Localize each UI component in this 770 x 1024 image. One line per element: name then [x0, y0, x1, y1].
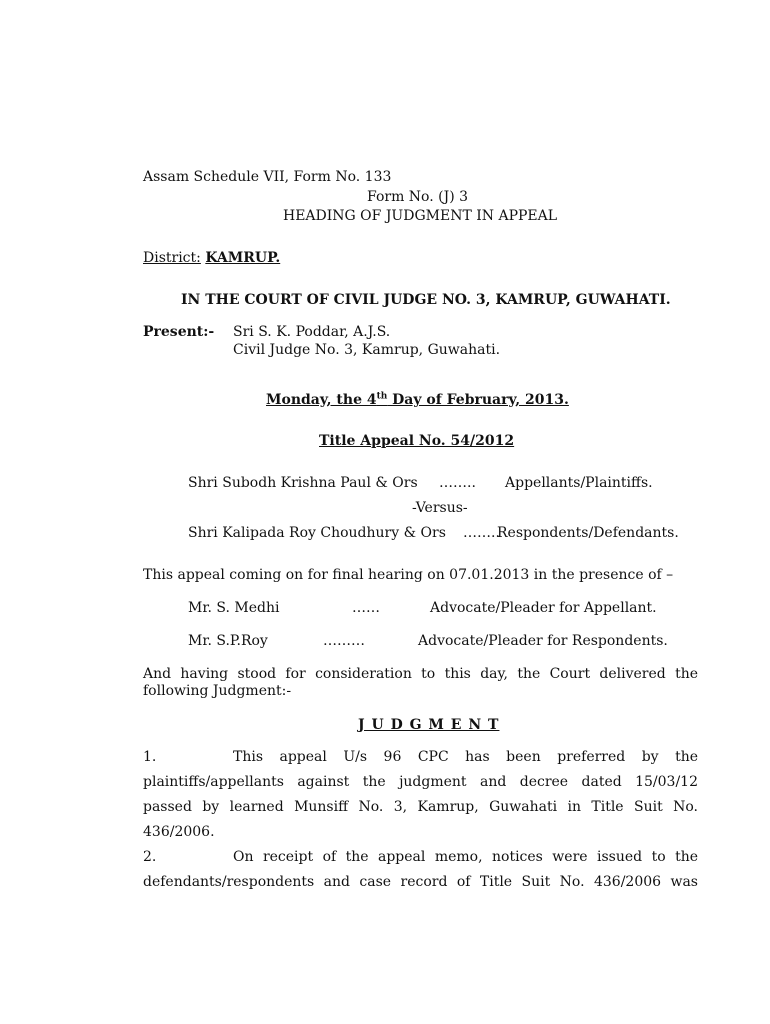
- advocate-respondent-dots: ………: [323, 633, 365, 649]
- appellant-dots: ……..: [439, 475, 476, 491]
- paragraph-1-number: 1.: [143, 749, 157, 765]
- paragraph-1-line-4: 436/2006.: [143, 824, 215, 840]
- court-title: IN THE COURT OF CIVIL JUDGE NO. 3, KAMRUP, GUWAHATI.: [181, 292, 671, 308]
- paragraph-2-number: 2.: [143, 849, 157, 865]
- advocate-appellant-dots: ……: [352, 600, 380, 616]
- advocate-appellant-name: Mr. S. Medhi: [188, 600, 280, 616]
- judgment-date: Monday, the 4th Day of February, 2013.: [266, 391, 569, 408]
- hearing-line: This appeal coming on for final hearing on 07.01.2013 in the presence of –: [143, 567, 674, 583]
- form-number: Form No. (J) 3: [367, 189, 469, 205]
- respondent-dots: ……..: [463, 525, 500, 541]
- judgment-heading: J U D G M E N T: [358, 717, 500, 733]
- advocate-respondent-name: Mr. S.P.Roy: [188, 633, 268, 649]
- consideration-line-1: And having stood for consideration to this day, the Court delivered the: [143, 666, 698, 682]
- paragraph-1-line-1: This appeal U/s 96 CPC has been preferred by the: [233, 749, 698, 765]
- present-label: Present:-: [143, 324, 215, 340]
- consideration-line-2: following Judgment:-: [143, 683, 292, 699]
- form-heading: HEADING OF JUDGMENT IN APPEAL: [283, 208, 558, 224]
- respondent-name: Shri Kalipada Roy Choudhury & Ors: [188, 525, 446, 541]
- versus: -Versus-: [412, 500, 468, 516]
- schedule-line: Assam Schedule VII, Form No. 133: [143, 169, 392, 185]
- case-number: Title Appeal No. 54/2012: [319, 433, 515, 449]
- respondent-role: Respondents/Defendants.: [497, 525, 679, 541]
- advocate-respondent-role: Advocate/Pleader for Respondents.: [418, 633, 668, 649]
- paragraph-2-line-2: defendants/respondents and case record of Title Suit No. 436/2006 was: [143, 874, 698, 890]
- appellant-role: Appellants/Plaintiffs.: [505, 475, 653, 491]
- presiding-judge-name: Sri S. K. Poddar, A.J.S.: [233, 324, 391, 340]
- appellant-name: Shri Subodh Krishna Paul & Ors: [188, 475, 418, 491]
- advocate-appellant-role: Advocate/Pleader for Appellant.: [430, 600, 657, 616]
- district-value: KAMRUP.: [205, 250, 281, 266]
- presiding-judge-office: Civil Judge No. 3, Kamrup, Guwahati.: [233, 342, 501, 358]
- paragraph-1-line-2: plaintiffs/appellants against the judgment and decree dated 15/03/12: [143, 774, 698, 790]
- district-label: District:: [143, 250, 201, 266]
- paragraph-1-line-3: passed by learned Munsiff No. 3, Kamrup, Guwahati in Title Suit No.: [143, 799, 698, 815]
- paragraph-2-line-1: On receipt of the appeal memo, notices were issued to the: [233, 849, 698, 865]
- district-line: [143, 249, 280, 267]
